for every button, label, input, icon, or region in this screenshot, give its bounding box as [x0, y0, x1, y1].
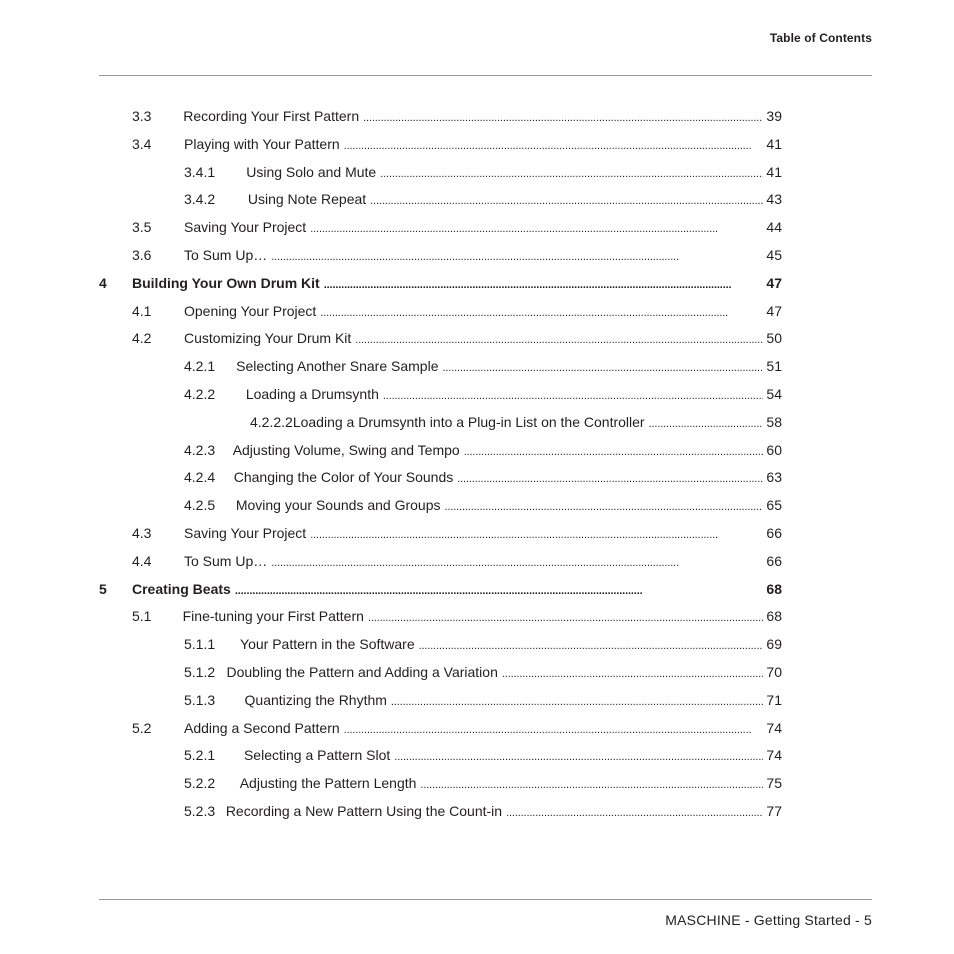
dot-leader: [320, 302, 763, 324]
toc-entry[interactable]: [132, 717, 782, 739]
dot-leader: [344, 719, 764, 741]
toc-entry[interactable]: [184, 466, 782, 488]
toc-entry[interactable]: [184, 661, 782, 683]
dot-leader: [324, 274, 764, 296]
dot-leader: [457, 468, 763, 490]
toc-entry-number: 5.1.2: [184, 664, 216, 680]
dot-leader: [344, 135, 764, 157]
dot-leader: [271, 552, 763, 574]
toc-entry[interactable]: [184, 633, 782, 655]
header-divider: [99, 75, 872, 76]
toc-entry-number: 3.4.2: [184, 191, 216, 207]
dot-leader: [370, 190, 763, 212]
toc-entry-title[interactable]: Using Solo and Mute: [246, 164, 377, 180]
dot-leader: [443, 357, 764, 379]
toc-entry[interactable]: [132, 133, 782, 155]
toc-entry-title[interactable]: To Sum Up…: [184, 247, 268, 263]
toc-entry-title[interactable]: Adjusting Volume, Swing and Tempo: [232, 442, 460, 458]
header-title: Table of Contents: [769, 31, 872, 45]
toc-entry-title[interactable]: Changing the Color of Your Sounds: [233, 469, 454, 485]
toc-entry-number: 4.3: [132, 525, 152, 541]
toc-entry-title[interactable]: Doubling the Pattern and Adding a Variation: [226, 664, 498, 680]
toc-entry-number: 4: [99, 275, 107, 291]
toc-entry[interactable]: [184, 355, 782, 377]
dot-leader: [310, 218, 763, 240]
toc-entry-number: 4.4: [132, 553, 152, 569]
toc-entry-title[interactable]: Loading a Drumsynth: [245, 386, 379, 402]
toc-entry[interactable]: [132, 327, 782, 349]
toc-entry-number: 3.3: [132, 108, 152, 124]
toc-entry-title[interactable]: Creating Beats: [132, 581, 231, 597]
toc-entry[interactable]: [184, 494, 782, 516]
toc-entry-number: 4.2.1: [184, 358, 216, 374]
toc-entry-number: 4.2.3: [184, 442, 216, 458]
toc-entry-page[interactable]: 68: [766, 608, 782, 624]
toc-entry-page[interactable]: 50: [766, 330, 782, 346]
toc-entry-page[interactable]: 41: [766, 136, 782, 152]
toc-entry[interactable]: [132, 244, 782, 266]
dot-leader: [445, 496, 764, 518]
toc-entry-title[interactable]: Building Your Own Drum Kit: [132, 275, 320, 291]
toc-entry[interactable]: [132, 216, 782, 238]
toc-entry-page[interactable]: 47: [766, 303, 782, 319]
toc-entry-page[interactable]: 41: [766, 164, 782, 180]
toc-entry-title[interactable]: Opening Your Project: [184, 303, 317, 319]
dot-leader: [420, 774, 763, 796]
toc-entry[interactable]: [184, 188, 782, 210]
toc-entry-page[interactable]: 70: [766, 664, 782, 680]
dot-leader: [506, 802, 763, 824]
toc-entry-title[interactable]: Saving Your Project: [184, 219, 307, 235]
toc-entry-title[interactable]: Fine-tuning your First Pattern: [182, 608, 364, 624]
dot-leader: [419, 635, 764, 657]
toc-entry-title[interactable]: Saving Your Project: [184, 525, 307, 541]
toc-entry[interactable]: [132, 105, 782, 127]
toc-entry-page[interactable]: 69: [766, 636, 782, 652]
toc-entry-title[interactable]: Selecting a Pattern Slot: [243, 747, 391, 763]
toc-entry-page[interactable]: 74: [766, 720, 782, 736]
toc-entry-number: 4.2.2: [184, 386, 216, 402]
toc-entry-page[interactable]: 63: [766, 469, 782, 485]
toc-entry-number: 4.2.4: [184, 469, 216, 485]
dot-leader: [368, 607, 764, 629]
toc-entry[interactable]: [132, 522, 782, 544]
dot-leader: [502, 663, 764, 685]
dot-leader: [380, 163, 763, 185]
toc-entry-page[interactable]: 68: [766, 581, 782, 597]
toc-entry-page[interactable]: 58: [766, 414, 782, 430]
toc-entry-page[interactable]: 74: [766, 747, 782, 763]
toc-entry-number: 5.2.3: [184, 803, 216, 819]
toc-entry-title[interactable]: Quantizing the Rhythm: [244, 692, 387, 708]
toc-entry-page[interactable]: 77: [766, 803, 782, 819]
dot-leader: [310, 524, 763, 546]
toc-entry-page[interactable]: 60: [766, 442, 782, 458]
toc-entry-page[interactable]: 44: [766, 219, 782, 235]
toc-entry-title[interactable]: Recording a New Pattern Using the Count-in: [225, 803, 503, 819]
toc-entry-number: 5: [99, 581, 107, 597]
toc-entry-number: 3.6: [132, 247, 152, 263]
toc-entry[interactable]: [132, 550, 782, 572]
toc-entry[interactable]: [184, 772, 782, 794]
toc-entry-number: 3.4.1: [184, 164, 216, 180]
toc-entry-title[interactable]: Customizing Your Drum Kit: [184, 330, 352, 346]
page-footer: MASCHINE - Getting Started - 5: [665, 912, 872, 928]
toc-entry-title[interactable]: Your Pattern in the Software: [240, 636, 415, 652]
toc-entry[interactable]: [184, 161, 782, 183]
toc-entry-title[interactable]: To Sum Up…: [184, 553, 268, 569]
toc-entry[interactable]: [184, 800, 782, 822]
toc-entry-page[interactable]: 39: [766, 108, 782, 124]
toc-entry[interactable]: [132, 605, 782, 627]
toc-entry-number: 4.2.5: [184, 497, 216, 513]
dot-leader: [383, 385, 764, 407]
toc-entry[interactable]: [132, 300, 782, 322]
toc-entry-page[interactable]: 66: [766, 525, 782, 541]
dot-leader: [649, 413, 764, 435]
toc-entry-page[interactable]: 65: [766, 497, 782, 513]
toc-entry-number: 4.1: [132, 303, 152, 319]
toc-entry-number: 5.1.1: [184, 636, 216, 652]
toc-entry-number: 5.2.1: [184, 747, 216, 763]
toc-entry[interactable]: [99, 578, 782, 600]
toc-entry-number: 5.2: [132, 720, 152, 736]
toc-entry-number: 5.2.2: [184, 775, 216, 791]
toc-entry[interactable]: [184, 689, 782, 711]
toc-entry[interactable]: [184, 383, 782, 405]
toc-entry-title[interactable]: Selecting Another Snare Sample: [236, 358, 439, 374]
toc-entry-number: 5.1: [132, 608, 152, 624]
dot-leader: [394, 746, 763, 768]
toc-entry[interactable]: [184, 744, 782, 766]
toc-entry-title[interactable]: Recording Your First Pattern: [183, 108, 360, 124]
dot-leader: [363, 107, 763, 129]
toc-entry-title[interactable]: Loading a Drumsynth into a Plug-in List on the Controller: [292, 414, 645, 430]
toc-entry-title[interactable]: Using Note Repeat: [247, 191, 367, 207]
toc-entry-title[interactable]: Adjusting the Pattern Length: [239, 775, 417, 791]
footer-divider: [99, 899, 872, 900]
toc-entry-number: 4.2: [132, 330, 152, 346]
toc-entry-title[interactable]: Playing with Your Pattern: [184, 136, 340, 152]
toc-entry-page[interactable]: 75: [766, 775, 782, 791]
toc-entry-page[interactable]: 66: [766, 553, 782, 569]
toc-entry[interactable]: [250, 411, 782, 433]
toc-entry[interactable]: [184, 439, 782, 461]
dot-leader: [355, 329, 763, 351]
toc-entry-page[interactable]: 54: [766, 386, 782, 402]
toc-entry-page[interactable]: 45: [766, 247, 782, 263]
toc-entry-page[interactable]: 43: [766, 191, 782, 207]
toc-entry-page[interactable]: 71: [766, 692, 782, 708]
toc-entry-page[interactable]: 47: [766, 275, 782, 291]
toc-entry-number: 5.1.3: [184, 692, 216, 708]
toc-entry-number: 3.5: [132, 219, 152, 235]
dot-leader: [464, 441, 764, 463]
toc-entry-number: 4.2.2.2: [250, 414, 293, 430]
toc-entry-number: 3.4: [132, 136, 152, 152]
toc-entry-title[interactable]: Adding a Second Pattern: [184, 720, 340, 736]
dot-leader: [271, 246, 763, 268]
toc-entry-title[interactable]: Moving your Sounds and Groups: [235, 497, 441, 513]
toc-entry-page[interactable]: 51: [766, 358, 782, 374]
dot-leader: [235, 580, 764, 602]
dot-leader: [391, 691, 764, 713]
toc-entry[interactable]: [99, 272, 782, 294]
